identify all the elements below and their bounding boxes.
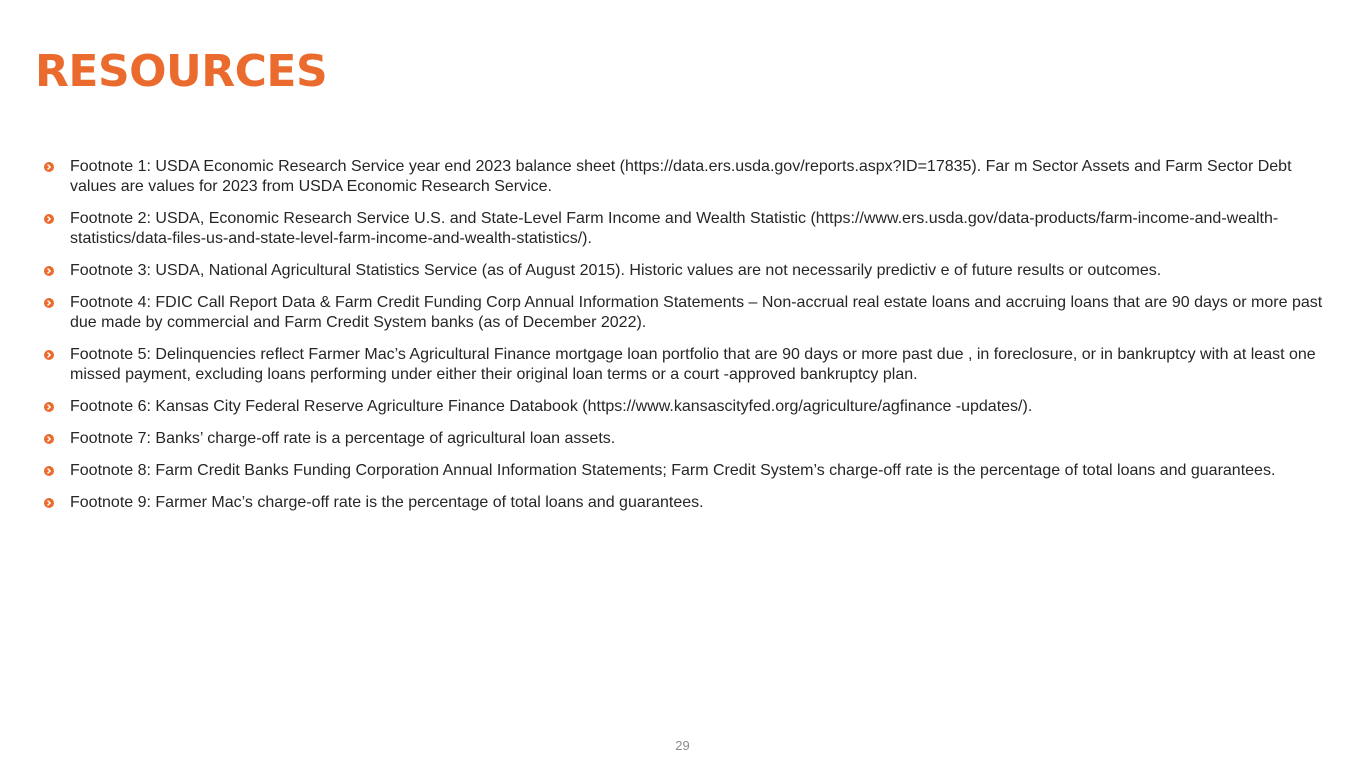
chevron-right-circle-icon: [44, 402, 54, 412]
footnote-text: Footnote 8: Farm Credit Banks Funding Corporation Annual Information Statements; Farm Credit System’s charge-off rate is the percentage of total loans and guarantees.: [70, 462, 1276, 479]
footnote-list: [44, 157, 1329, 525]
list-item: [44, 493, 1329, 513]
chevron-right-circle-icon: [44, 298, 54, 308]
chevron-right-circle-icon: [44, 214, 54, 224]
list-item: [44, 293, 1329, 333]
footnote-text: Footnote 5: Delinquencies reflect Farmer Mac’s Agricultural Finance mortgage loan portfolio that are 90 days or more past due , in foreclosure, or in bankruptcy with at least one missed payment, excluding loans performing under either their original loan terms or a court -approved bankruptcy plan.: [70, 346, 1316, 383]
footnote-text: Footnote 9: Farmer Mac’s charge-off rate is the percentage of total loans and guarantees.: [70, 494, 704, 511]
footnote-text: Footnote 4: FDIC Call Report Data & Farm Credit Funding Corp Annual Information Statements – Non-accrual real estate loans and accruing loans that are 90 days or more past due made by commercial and Farm Credit System banks (as of December 2022).: [70, 294, 1323, 331]
footnote-text: Footnote 7: Banks’ charge-off rate is a percentage of agricultural loan assets.: [70, 430, 616, 447]
list-item: [44, 157, 1329, 197]
footnote-text: Footnote 6: Kansas City Federal Reserve Agriculture Finance Databook (https://www.kansascityfed.org/agriculture/agfinance -updates/).: [70, 398, 1033, 415]
page-number: 29: [675, 738, 690, 753]
chevron-right-circle-icon: [44, 498, 54, 508]
footnote-text: Footnote 1: USDA Economic Research Service year end 2023 balance sheet (https://data.ers.usda.gov/reports.aspx?ID=17835). Far m Sector Assets and Farm Sector Debt values are values for 2023 from USDA Economic Research Service.: [70, 158, 1292, 195]
chevron-right-circle-icon: [44, 162, 54, 172]
page-title: RESOURCES: [35, 46, 328, 97]
list-item: [44, 209, 1329, 249]
footnote-text: Footnote 3: USDA, National Agricultural Statistics Service (as of August 2015). Historic values are not necessarily predictiv e of future results or outcomes.: [70, 262, 1162, 279]
list-item: [44, 461, 1329, 481]
list-item: [44, 261, 1329, 281]
chevron-right-circle-icon: [44, 266, 54, 276]
chevron-right-circle-icon: [44, 466, 54, 476]
list-item: [44, 345, 1329, 385]
footnote-text: Footnote 2: USDA, Economic Research Service U.S. and State-Level Farm Income and Wealth Statistic (https://www.ers.usda.gov/data-products/farm-income-and-wealth-statistics/data-files-us-and-state-level-farm-income-and-wealth-statistics/).: [70, 210, 1279, 247]
chevron-right-circle-icon: [44, 434, 54, 444]
chevron-right-circle-icon: [44, 350, 54, 360]
list-item: [44, 429, 1329, 449]
list-item: [44, 397, 1329, 417]
